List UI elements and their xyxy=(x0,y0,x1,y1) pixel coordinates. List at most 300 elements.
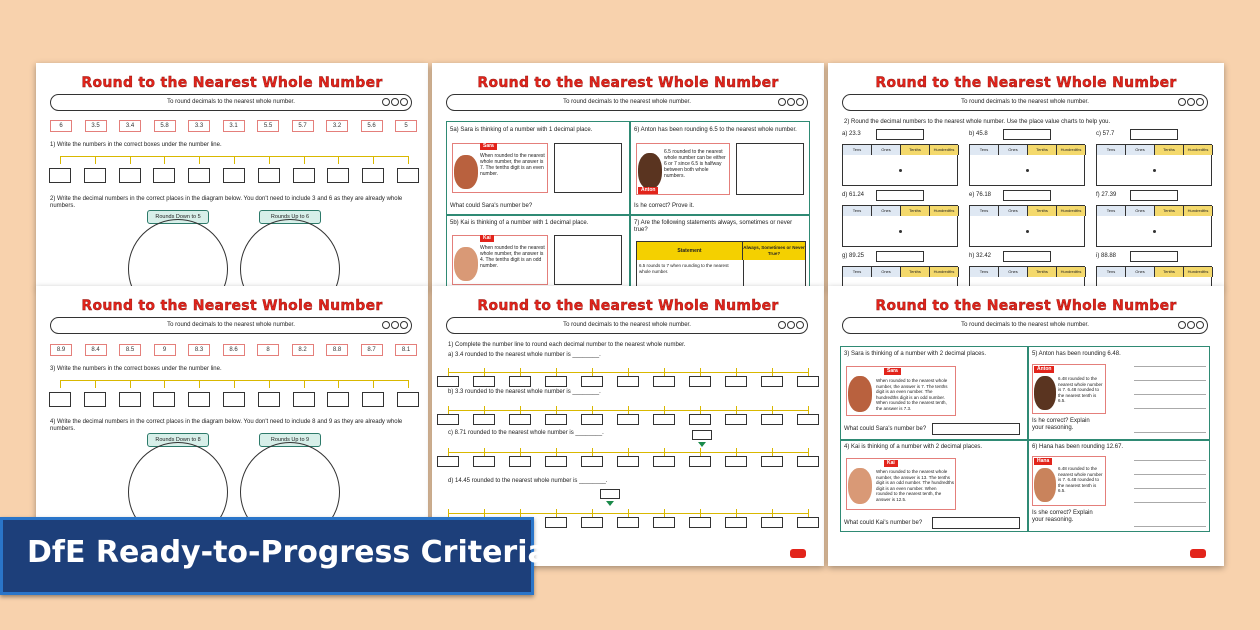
place-value-header: Ones xyxy=(1126,145,1155,155)
number-line-tick xyxy=(338,156,339,164)
twinkl-logo xyxy=(1190,549,1206,558)
number-line-tick xyxy=(772,406,773,414)
place-value-header: Hundredths xyxy=(930,267,959,277)
answer-box[interactable] xyxy=(473,376,495,387)
rounds-up-label: Rounds Up to 9 xyxy=(259,433,321,447)
answer-line xyxy=(1134,460,1206,461)
question-4: 4) Kai is thinking of a number with 2 decimal places. xyxy=(844,444,983,450)
number-line-tick xyxy=(664,406,665,414)
objective-banner: To round decimals to the nearest whole number. xyxy=(842,94,1208,111)
number-line-tick xyxy=(664,509,665,517)
number-line-tick xyxy=(130,380,131,388)
place-value-header: Hundredths xyxy=(1057,206,1086,216)
number-line-tick xyxy=(199,156,200,164)
anton-quote: 6.48 rounded to the nearest whole number is 7. 6.48 rounded to the nearest tenth is 6.5. xyxy=(1058,376,1103,403)
hana-quote: 6.48 rounded to the nearest whole number is 7. 6.48 rounded to the nearest tenth is 6.5. xyxy=(1058,466,1103,493)
answer-field[interactable] xyxy=(1130,251,1178,262)
number-chip: 8.4 xyxy=(85,344,107,356)
place-value-header: Hundredths xyxy=(930,145,959,155)
progress-dots xyxy=(777,321,804,335)
sara-avatar xyxy=(454,155,478,189)
answer-box[interactable] xyxy=(617,414,639,425)
kai-name-tag: Kai xyxy=(480,235,494,242)
number-chip: 3.5 xyxy=(85,120,107,132)
answer-box[interactable] xyxy=(617,376,639,387)
number-line-tick xyxy=(304,156,305,164)
number-line-tick xyxy=(95,156,96,164)
place-value-header: Tens xyxy=(970,206,999,216)
answer-box[interactable] xyxy=(617,517,639,528)
number-line-tick xyxy=(700,368,701,376)
place-value-header: Ones xyxy=(999,267,1028,277)
number-line-tick xyxy=(592,368,593,376)
question-3: 3) Sara is thinking of a number with 2 decimal places. xyxy=(844,351,987,357)
answer-box[interactable] xyxy=(581,517,603,528)
place-value-header: Hundredths xyxy=(1184,267,1213,277)
answer-box[interactable] xyxy=(153,392,175,407)
number-line-tick xyxy=(408,380,409,388)
question-5: 5) Anton has been rounding 6.48. xyxy=(1032,351,1121,357)
anton-avatar xyxy=(1034,376,1056,410)
answer-line xyxy=(1134,380,1206,381)
place-value-header: Tens xyxy=(1097,206,1126,216)
number-chip: 8.3 xyxy=(188,344,210,356)
number-line-tick xyxy=(199,380,200,388)
start-box-d[interactable] xyxy=(600,489,620,499)
number-line-tick xyxy=(520,509,521,517)
place-value-header: Ones xyxy=(872,267,901,277)
table-cell-statement: 6.5 rounds to 7 when rounding to the nearest whole number. xyxy=(639,263,729,274)
question-3: 3) Write the numbers in the correct boxes under the number line. xyxy=(50,366,222,372)
answer-box[interactable] xyxy=(653,376,675,387)
number-line-tick xyxy=(664,448,665,456)
question-1c: c) 8.71 rounded to the nearest whole number is ________. xyxy=(448,430,604,436)
number-chip: 8.7 xyxy=(361,344,383,356)
place-value-header: Tens xyxy=(1097,267,1126,277)
answer-field[interactable] xyxy=(1003,129,1051,140)
answer-box[interactable] xyxy=(362,392,384,407)
number-chip: 9 xyxy=(154,344,176,356)
number-line-tick xyxy=(484,368,485,376)
question-1d: d) 14.45 rounded to the nearest whole number is ________. xyxy=(448,478,608,484)
number-line-tick xyxy=(520,406,521,414)
number-line-tick xyxy=(556,448,557,456)
answer-box[interactable] xyxy=(545,376,567,387)
answer-field[interactable] xyxy=(1003,190,1051,201)
number-line-tick xyxy=(484,406,485,414)
number-line-tick xyxy=(772,448,773,456)
objective-banner: To round decimals to the nearest whole number. xyxy=(50,94,412,111)
place-value-chart xyxy=(969,205,1085,247)
number-line-tick xyxy=(772,368,773,376)
answer-line xyxy=(1134,526,1206,527)
place-value-header: Ones xyxy=(1126,206,1155,216)
question-1: 1) Complete the number line to round each decimal number to the nearest whole number. xyxy=(448,342,686,348)
number-line-tick xyxy=(628,509,629,517)
question-6: 6) Hana has been rounding 12.67. xyxy=(1032,444,1124,450)
number-chip: 3.3 xyxy=(188,120,210,132)
hana-name-tag: Hana xyxy=(1034,458,1052,465)
number-line-tick xyxy=(808,368,809,376)
answer-box[interactable] xyxy=(223,392,245,407)
number-line-tick xyxy=(234,156,235,164)
worksheet-page-6 xyxy=(828,286,1224,566)
number-line-tick xyxy=(60,380,61,388)
answer-box[interactable] xyxy=(689,414,711,425)
number-line-tick xyxy=(234,380,235,388)
number-chip: 3.1 xyxy=(223,120,245,132)
question-7: 7) Are the following statements always, sometimes or never true? xyxy=(634,220,793,233)
number-line-tick xyxy=(95,380,96,388)
number-chip: 5.8 xyxy=(154,120,176,132)
number-line-tick xyxy=(60,156,61,164)
answer-box[interactable] xyxy=(545,414,567,425)
chart-label: a) 23.3 xyxy=(842,131,861,137)
chart-label: f) 27.39 xyxy=(1096,192,1117,198)
place-value-header: Tens xyxy=(970,267,999,277)
answer-box[interactable] xyxy=(293,168,315,183)
number-line-tick xyxy=(592,406,593,414)
answer-box[interactable] xyxy=(554,143,622,193)
place-value-header: Tens xyxy=(843,145,872,155)
place-value-header: Tenths xyxy=(1028,267,1057,277)
arrow-down-icon xyxy=(698,442,706,447)
number-line-tick xyxy=(164,156,165,164)
number-line-tick xyxy=(700,448,701,456)
number-chip: 3.2 xyxy=(326,120,348,132)
answer-field[interactable] xyxy=(1130,190,1178,201)
answer-box[interactable] xyxy=(84,392,106,407)
number-line-tick xyxy=(808,448,809,456)
answer-box[interactable] xyxy=(119,392,141,407)
venn-circle-down xyxy=(128,219,228,288)
objective-banner: To round decimals to the nearest whole number. xyxy=(50,317,412,334)
number-line-tick xyxy=(269,156,270,164)
place-value-header: Tenths xyxy=(1028,145,1057,155)
answer-line xyxy=(1134,394,1206,395)
number-line-tick xyxy=(520,368,521,376)
answer-field[interactable] xyxy=(1003,251,1051,262)
answer-box[interactable] xyxy=(188,168,210,183)
answer-field[interactable] xyxy=(876,251,924,262)
number-line-tick xyxy=(628,448,629,456)
place-value-header: Hundredths xyxy=(930,206,959,216)
answer-box[interactable] xyxy=(545,456,567,467)
answer-box[interactable] xyxy=(725,517,747,528)
number-chip: 8.2 xyxy=(292,344,314,356)
number-line-tick xyxy=(736,448,737,456)
question-3-ask: What could Sara's number be? xyxy=(844,426,927,432)
answer-box[interactable] xyxy=(49,168,71,183)
chart-label: g) 89.25 xyxy=(842,253,865,259)
answer-box[interactable] xyxy=(437,456,459,467)
place-value-header: Tenths xyxy=(901,206,930,216)
place-value-header: Tenths xyxy=(1155,145,1184,155)
number-line-tick xyxy=(484,509,485,517)
answer-field[interactable] xyxy=(932,423,1020,435)
answer-box[interactable] xyxy=(689,376,711,387)
answer-box[interactable] xyxy=(581,414,603,425)
number-chip: 5.5 xyxy=(257,120,279,132)
number-line-tick xyxy=(736,368,737,376)
table-header-answer: Always, Sometimes or Never True? xyxy=(743,242,805,260)
place-value-header: Hundredths xyxy=(1057,267,1086,277)
answer-box[interactable] xyxy=(689,456,711,467)
answer-box[interactable] xyxy=(653,414,675,425)
answer-box[interactable] xyxy=(554,235,622,285)
page-title: Round to the Nearest Whole Number xyxy=(477,298,779,314)
objective-banner: To round decimals to the nearest whole number. xyxy=(446,94,808,111)
number-line-tick xyxy=(736,406,737,414)
number-line-tick xyxy=(520,448,521,456)
answer-box[interactable] xyxy=(797,456,819,467)
answer-box[interactable] xyxy=(653,517,675,528)
criteria-badge xyxy=(0,517,548,595)
number-chip: 8.9 xyxy=(50,344,72,356)
answer-box[interactable] xyxy=(258,392,280,407)
answer-box[interactable] xyxy=(327,392,349,407)
place-value-header: Ones xyxy=(999,206,1028,216)
number-line-tick xyxy=(628,406,629,414)
place-value-header: Ones xyxy=(999,145,1028,155)
answer-box[interactable] xyxy=(581,456,603,467)
chart-label: d) 61.24 xyxy=(842,192,865,198)
place-value-header: Hundredths xyxy=(1184,145,1213,155)
answer-field[interactable] xyxy=(876,190,924,201)
chart-label: e) 76.18 xyxy=(969,192,992,198)
number-line-tick xyxy=(808,509,809,517)
place-value-chart xyxy=(842,266,958,288)
number-line-tick xyxy=(448,448,449,456)
objective-banner: To round decimals to the nearest whole number. xyxy=(842,317,1208,334)
venn-circle-up xyxy=(240,219,340,288)
decimal-point xyxy=(899,230,902,233)
number-line-tick xyxy=(592,448,593,456)
table-divider xyxy=(743,260,744,288)
number-chip: 5 xyxy=(395,120,417,132)
answer-box[interactable] xyxy=(761,456,783,467)
number-line-tick xyxy=(772,509,773,517)
answer-box[interactable] xyxy=(397,168,419,183)
decimal-point xyxy=(1153,230,1156,233)
answer-box[interactable] xyxy=(761,517,783,528)
rounds-up-label: Rounds Up to 6 xyxy=(259,210,321,224)
worksheet-page-4 xyxy=(36,286,428,554)
answer-box[interactable] xyxy=(725,414,747,425)
answer-box[interactable] xyxy=(509,376,531,387)
chart-label: b) 45.8 xyxy=(969,131,988,137)
question-5-ask: Is he correct? Explain your reasoning. xyxy=(1032,418,1090,431)
answer-box[interactable] xyxy=(437,376,459,387)
place-value-header: Tens xyxy=(1097,145,1126,155)
question-4-ask: What could Kai's number be? xyxy=(844,520,923,526)
number-line-tick xyxy=(338,380,339,388)
answer-box[interactable] xyxy=(509,456,531,467)
question-5a-ask: What could Sara's number be? xyxy=(450,203,533,209)
answer-box[interactable] xyxy=(397,392,419,407)
sara-name-tag: Sara xyxy=(480,143,497,150)
place-value-header: Tenths xyxy=(901,267,930,277)
rounds-down-label: Rounds Down to 8 xyxy=(147,433,209,447)
chart-label: i) 88.88 xyxy=(1096,253,1117,259)
sara-quote: When rounded to the nearest whole number, the answer is 7. The tenths digit is an even number. xyxy=(480,153,545,177)
place-value-header: Tenths xyxy=(1028,206,1057,216)
kai-avatar xyxy=(454,247,478,281)
sara-avatar xyxy=(848,376,872,412)
number-line-tick xyxy=(408,156,409,164)
number-chip: 8.5 xyxy=(119,344,141,356)
decimal-point xyxy=(1026,230,1029,233)
answer-field[interactable] xyxy=(876,129,924,140)
anton-avatar xyxy=(638,153,662,189)
question-5a: 5a) Sara is thinking of a number with 1 decimal place. xyxy=(450,127,593,133)
answer-box[interactable] xyxy=(761,414,783,425)
place-value-chart xyxy=(1096,205,1212,247)
place-value-header: Tenths xyxy=(1155,267,1184,277)
answer-box[interactable] xyxy=(689,517,711,528)
place-value-chart xyxy=(1096,144,1212,186)
answer-box[interactable] xyxy=(223,168,245,183)
worksheet-page-2 xyxy=(432,63,824,288)
answer-box[interactable] xyxy=(362,168,384,183)
answer-box[interactable] xyxy=(761,376,783,387)
decimal-point xyxy=(899,169,902,172)
number-line-tick xyxy=(304,380,305,388)
decimal-point xyxy=(1153,169,1156,172)
anton-name-tag: Anton xyxy=(1034,366,1054,373)
place-value-chart xyxy=(969,144,1085,186)
page-title: Round to the Nearest Whole Number xyxy=(477,75,779,91)
place-value-header: Tenths xyxy=(1155,206,1184,216)
statements-table xyxy=(636,241,806,288)
page-title: Round to the Nearest Whole Number xyxy=(81,298,383,314)
number-line-tick xyxy=(164,380,165,388)
answer-box[interactable] xyxy=(293,392,315,407)
number-line-tick xyxy=(448,368,449,376)
number-line-tick xyxy=(700,406,701,414)
worksheet-page-1 xyxy=(36,63,428,288)
answer-box[interactable] xyxy=(725,376,747,387)
progress-dots xyxy=(1177,321,1204,335)
place-value-header: Tens xyxy=(970,145,999,155)
place-value-header: Hundredths xyxy=(1057,145,1086,155)
number-line-tick xyxy=(484,448,485,456)
answer-box[interactable] xyxy=(258,168,280,183)
progress-dots xyxy=(1177,98,1204,112)
question-4: 4) Write the decimal numbers in the correct places in the diagram below. You don't need to include 8 and 9 as they are already whole numbers. xyxy=(50,419,403,432)
number-chip: 3.4 xyxy=(119,120,141,132)
twinkl-logo xyxy=(790,549,806,558)
hana-avatar xyxy=(1034,468,1056,502)
place-value-header: Hundredths xyxy=(1184,206,1213,216)
number-line-tick xyxy=(556,368,557,376)
sara-name-tag: Sara xyxy=(884,368,901,375)
number-line-tick xyxy=(556,406,557,414)
progress-dots xyxy=(777,98,804,112)
sara-quote: When rounded to the nearest whole number, the answer is 7. The tenths digit is an even number. The hundredths digit is an odd number. When rounded to the nearest tenth, the answer is 7.3. xyxy=(876,378,948,411)
chart-label: h) 32.42 xyxy=(969,253,992,259)
decimal-point xyxy=(1026,169,1029,172)
answer-box[interactable] xyxy=(509,414,531,425)
question-2: 2) Write the decimal numbers in the correct places in the diagram below. You don't need to include 3 and 6 as they are already whole numbers. xyxy=(50,196,403,209)
kai-name-tag: Kai xyxy=(884,460,898,467)
rounds-down-label: Rounds Down to 5 xyxy=(147,210,209,224)
number-line-tick xyxy=(373,156,374,164)
answer-box[interactable] xyxy=(797,517,819,528)
answer-box[interactable] xyxy=(84,168,106,183)
answer-box[interactable] xyxy=(49,392,71,407)
answer-box[interactable] xyxy=(797,414,819,425)
answer-field[interactable] xyxy=(932,517,1020,529)
answer-box[interactable] xyxy=(725,456,747,467)
place-value-chart xyxy=(842,144,958,186)
question-2: 2) Round the decimal numbers to the nearest whole number. Use the place value charts to help you. xyxy=(844,119,1111,125)
place-value-chart xyxy=(969,266,1085,288)
page-title: Round to the Nearest Whole Number xyxy=(875,75,1177,91)
answer-box[interactable] xyxy=(653,456,675,467)
answer-box[interactable] xyxy=(153,168,175,183)
number-line-tick xyxy=(373,380,374,388)
answer-line xyxy=(1134,432,1206,433)
question-5b: 5b) Kai is thinking of a number with 1 decimal place. xyxy=(450,220,589,226)
start-box-c[interactable] xyxy=(692,430,712,440)
criteria-badge-label: DfE Ready-to-Progress Criteria xyxy=(27,535,548,570)
answer-line xyxy=(1134,488,1206,489)
answer-box[interactable] xyxy=(437,414,459,425)
answer-box[interactable] xyxy=(119,168,141,183)
number-chip: 6 xyxy=(50,120,72,132)
arrow-down-icon xyxy=(606,501,614,506)
chart-label: c) 57.7 xyxy=(1096,131,1115,137)
progress-dots xyxy=(381,98,408,112)
number-line-tick xyxy=(556,509,557,517)
objective-banner: To round decimals to the nearest whole number. xyxy=(446,317,808,334)
number-chip: 8.8 xyxy=(326,344,348,356)
number-line-tick xyxy=(448,509,449,517)
answer-line xyxy=(1134,366,1206,367)
number-line-tick xyxy=(664,368,665,376)
answer-box[interactable] xyxy=(581,376,603,387)
answer-field[interactable] xyxy=(1130,129,1178,140)
place-value-header: Ones xyxy=(872,206,901,216)
page-title: Round to the Nearest Whole Number xyxy=(81,75,383,91)
number-chip: 8.1 xyxy=(395,344,417,356)
question-6-ask: Is she correct? Explain your reasoning. xyxy=(1032,510,1093,523)
answer-box[interactable] xyxy=(473,414,495,425)
question-6: 6) Anton has been rounding 6.5 to the nearest whole number. xyxy=(634,127,797,133)
answer-box[interactable] xyxy=(545,517,567,528)
answer-box[interactable] xyxy=(327,168,349,183)
kai-quote: When rounded to the nearest whole number, the answer is 13. The tenths digit is an odd number. The hundredths digit is an even number. When rounded to the nearest tenth, the answer is 12.5. xyxy=(876,469,954,502)
anton-name-tag: Anton xyxy=(638,187,658,194)
anton-quote: 6.5 rounded to the nearest whole number can be either 6 or 7 since 6.5 is halfway between both whole numbers. xyxy=(664,149,726,179)
number-chip: 8 xyxy=(257,344,279,356)
question-1a: a) 3.4 rounded to the nearest whole number is ________. xyxy=(448,352,601,358)
answer-box[interactable] xyxy=(797,376,819,387)
answer-line xyxy=(1134,408,1206,409)
answer-box[interactable] xyxy=(736,143,804,195)
number-chip: 5.6 xyxy=(361,120,383,132)
answer-line xyxy=(1134,502,1206,503)
place-value-chart xyxy=(1096,266,1212,288)
answer-box[interactable] xyxy=(473,456,495,467)
page-title: Round to the Nearest Whole Number xyxy=(875,298,1177,314)
answer-box[interactable] xyxy=(188,392,210,407)
place-value-chart xyxy=(842,205,958,247)
number-line-tick xyxy=(269,380,270,388)
answer-box[interactable] xyxy=(617,456,639,467)
number-line-tick xyxy=(736,509,737,517)
